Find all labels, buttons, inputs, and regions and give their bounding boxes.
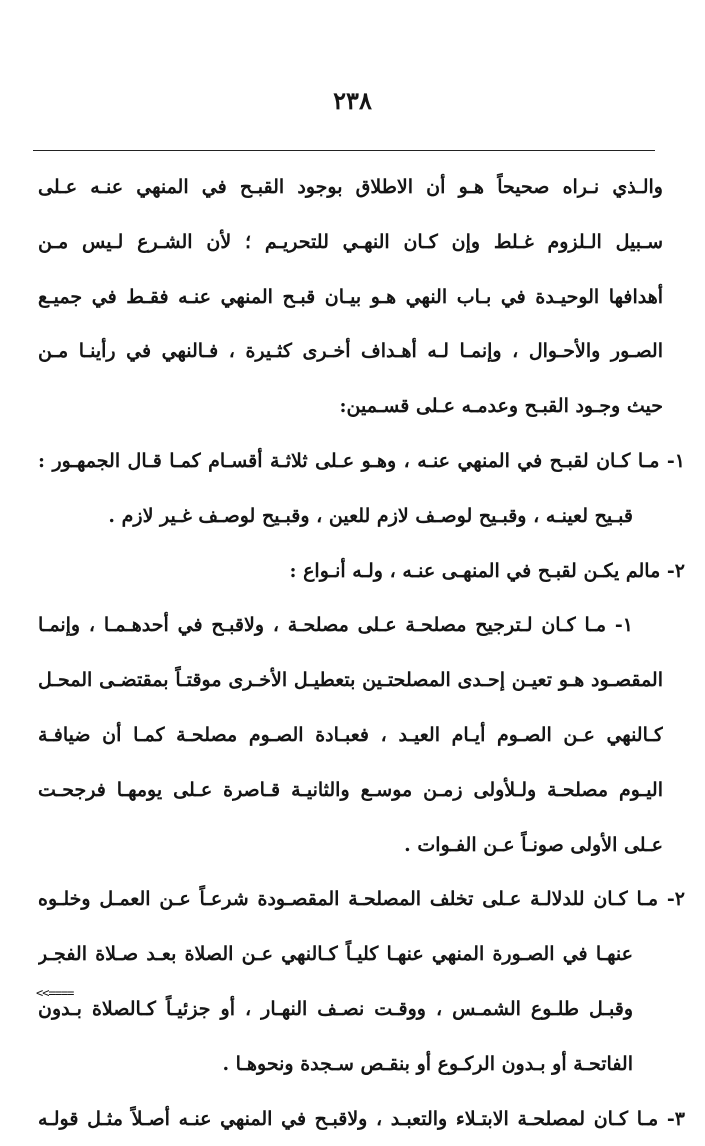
text-line-2: سـبيل الـلزوم غـلط وإن كـان النهـي للتحريـم ؛ لأن الشـرع لـيس مـن (38, 230, 663, 253)
text-line-10: المقصـود هـو تعيـن إحـدى المصلحتـين بتعطيـل الأخـرى موقتـاً بمقتضـى المحـل (38, 669, 663, 692)
text-line-5: حيث وجـود القبـح وعدمـه عـلى قسـمين: (339, 395, 663, 418)
text-line-12: اليـوم مصلحـة ولـلأولى زمـن موسـع والثانيـة قـاصرة عـلى يومهـا فرجحـت (38, 778, 663, 801)
text-line-7: قبـيح لعينـه ، وقبـيح لوصـف لازم للعين ، وقبـيح لوصـف غـير لازم . (108, 504, 633, 527)
text-line-3: أهدافها الوحيـدة في بـاب النهي هـو بيـان قبـح المنهي عنـه فقـط في جميـع (38, 285, 663, 308)
text-line-11: كـالنهي عـن الصـوم أيـام العيـد ، فعبـادة الصـوم مصلحـة كمـا أن ضيافـة (38, 723, 663, 746)
body-text (38, 160, 685, 1146)
text-line-1: والـذي نـراه صحيحاً هـو أن الاطلاق بوجود القبـح في المنهي عنـه عـلى (38, 176, 663, 198)
page-number: ٢٣٨ (333, 86, 372, 115)
continuation-mark: <<==== (36, 986, 74, 1000)
list-item-2: ٢- مالم يكـن لقبـح في المنهـى عنـه ، ولـه أنـواع : (289, 559, 685, 582)
text-line-16: وقبـل طلـوع الشمـس ، ووقـت نصـف النهـار ، أو جزئيـاً كـالصلاة بـدون (38, 997, 633, 1020)
text-line-4: الصـور والأحـوال ، وإنمـا لـه أهـداف أخـرى كثـيرة ، فـالنهي في رأينـا مـن (38, 340, 663, 363)
header-rule (33, 150, 655, 151)
sub-item-2: ٢- مـا كـان للدلالـة عـلى تخلف المصلحـة المقصـودة شرعـاً عـن العمـل وخلـوه (38, 888, 685, 911)
sub-item-1: ١- مـا كـان لـترجيح مصلحـة عـلى مصلحـة ، ولاقبـح في أحدهـمـا ، وإنمـا (38, 614, 633, 637)
text-line-17: الفاتحـة أو بـدون الركـوع أو بنقـص سـجدة ونحوهـا . (222, 1052, 633, 1075)
sub-item-3: ٣- مـا كـان لمصلحـة الابتـلاء والتعبـد ، ولاقبـح في المنهي عنـه أصـلاً مثـل قولـه (38, 1107, 685, 1130)
text-line-13: عـلى الأولى صونـاً عـن الفـوات . (404, 833, 663, 856)
list-item-1: ١- مـا كـان لقبـح في المنهي عنـه ، وهـو عـلى ثلاثـة أقسـام كمـا قـال الجمهـور : (38, 449, 685, 472)
text-line-15: عنهـا في الصـورة المنهي عنهـا كليـاً كـالنهي عـن الصلاة بعـد صـلاة الفجـر (38, 943, 633, 966)
